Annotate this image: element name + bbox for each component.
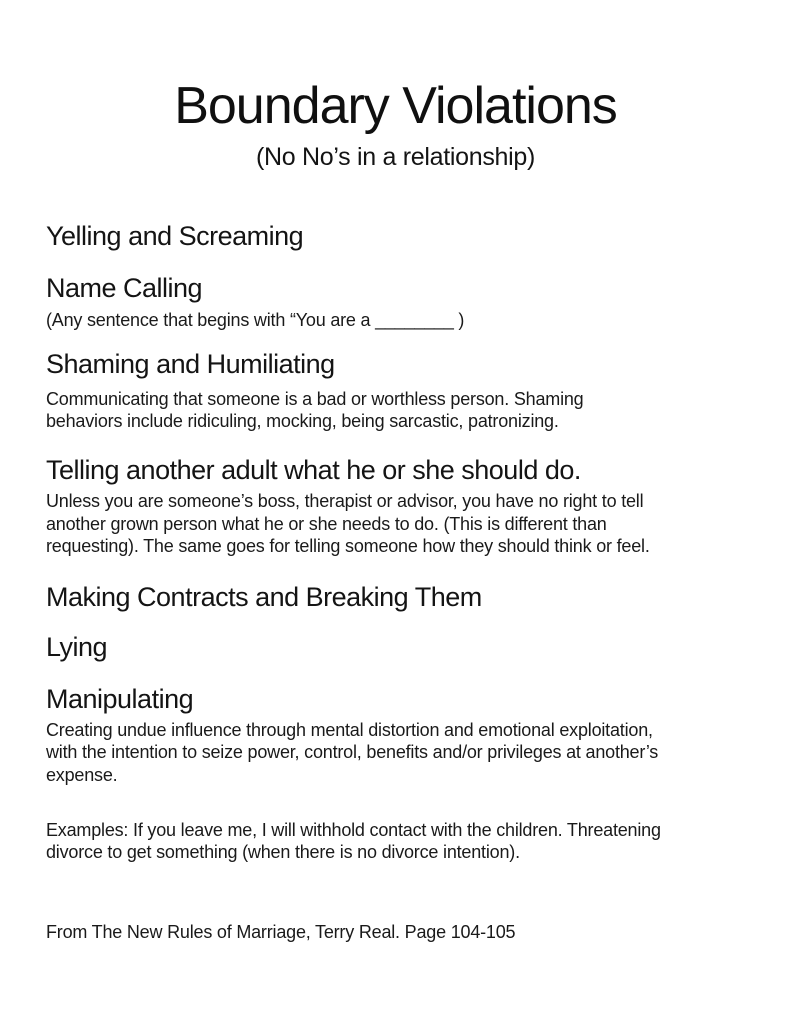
section-body [46, 388, 745, 433]
section-heading: Making Contracts and Breaking Them [46, 582, 482, 613]
section-body-line: Creating undue influence through mental distortion and emotional exploitation, [46, 719, 653, 740]
examples-line: divorce to get something (when there is no divorce intention). [46, 842, 520, 863]
section-heading: Yelling and Screaming [46, 221, 304, 252]
section-body-line: (Any sentence that begins with “You are a ________ ) [46, 309, 465, 330]
page-subtitle: (No No’s in a relationship) [255, 142, 536, 171]
source-citation: From The New Rules of Marriage, Terry Real. Page 104-105 [46, 921, 516, 942]
section-body-line: with the intention to seize power, control, benefits and/or privileges at another’s [46, 742, 659, 763]
section-lying [46, 631, 745, 665]
section-body-line: another grown person what he or she needs to do. (This is different than [46, 513, 607, 534]
section-body [46, 309, 745, 331]
section-yelling [46, 220, 745, 254]
section-body-line: requesting). The same goes for telling someone how they should think or feel. [46, 536, 650, 557]
section-heading: Telling another adult what he or she should do. [46, 454, 581, 485]
section-body-line: Unless you are someone’s boss, therapist or advisor, you have no right to tell [46, 491, 644, 512]
section-making-contracts [46, 581, 745, 615]
sections-list [46, 220, 745, 786]
section-shaming [46, 348, 745, 433]
section-heading: Shaming and Humiliating [46, 348, 335, 379]
section-body [46, 719, 745, 786]
section-manipulating [46, 683, 745, 786]
section-heading: Manipulating [46, 683, 194, 714]
examples-paragraph [46, 819, 745, 864]
section-heading: Name Calling [46, 272, 203, 303]
section-body-line: Communicating that someone is a bad or worthless person. Shaming [46, 388, 584, 409]
section-body-line: expense. [46, 764, 118, 785]
section-body [46, 490, 745, 557]
page-title: Boundary Violations [174, 77, 617, 135]
section-heading: Lying [46, 632, 108, 663]
section-name-calling [46, 272, 745, 331]
examples-line: Examples: If you leave me, I will withhold contact with the children. Threatening [46, 819, 661, 840]
section-body-line: behaviors include ridiculing, mocking, being sarcastic, patronizing. [46, 411, 559, 432]
section-telling-another-adult [46, 454, 745, 558]
